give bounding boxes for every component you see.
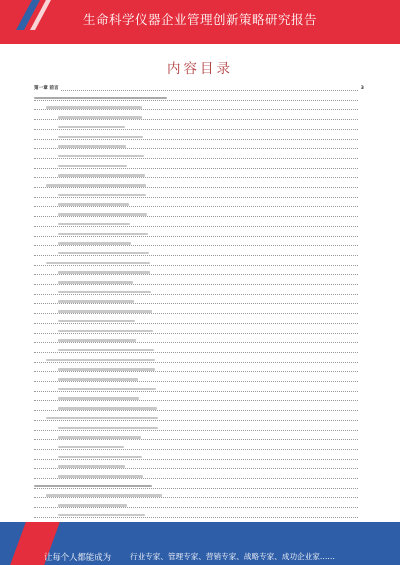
toc-entry-label-placeholder (58, 514, 145, 517)
toc-entry[interactable] (34, 200, 364, 209)
toc-leader (34, 245, 358, 246)
toc-heading: 内容目录 (167, 61, 233, 77)
toc-entry[interactable] (34, 365, 364, 374)
toc-entry-label-placeholder (58, 203, 129, 206)
toc-entry-label-placeholder (58, 504, 127, 507)
toc-entry-label-placeholder (58, 330, 153, 333)
toc-entry-label-placeholder (46, 262, 150, 265)
toc-entry-label-placeholder (58, 388, 156, 391)
toc-entry[interactable] (34, 142, 364, 151)
toc-entry[interactable] (34, 501, 364, 510)
toc-entry-label-placeholder (58, 126, 125, 129)
toc-leader (34, 197, 358, 198)
toc-leader (34, 488, 358, 489)
toc-leader (34, 265, 358, 266)
toc-entry-label-placeholder (58, 116, 142, 119)
toc-leader (34, 168, 358, 169)
toc-entry-label-placeholder (58, 174, 145, 177)
toc-entry[interactable] (34, 443, 364, 452)
toc-entry[interactable] (34, 239, 364, 248)
toc-leader (34, 226, 358, 227)
toc-leader (34, 187, 358, 188)
toc-entry[interactable] (34, 317, 364, 326)
toc-entry-label-placeholder (58, 310, 152, 313)
toc-leader (34, 439, 358, 440)
toc-leader (34, 381, 358, 382)
toc-leader (34, 139, 358, 140)
toc-leader (34, 274, 358, 275)
toc-entry[interactable] (34, 433, 364, 442)
toc-entry-label-placeholder (46, 417, 158, 420)
toc-entry-label-placeholder (58, 465, 125, 468)
toc-entry-label-placeholder (58, 436, 141, 439)
toc-leader (34, 119, 358, 120)
toc-leader (34, 342, 358, 343)
toc-leader (34, 313, 358, 314)
toc-leader (34, 100, 358, 101)
toc-entry-label-placeholder (58, 136, 143, 139)
footer-roles: 行业专家、管理专家、营销专家、战略专家、成功企业家…… (130, 552, 336, 561)
toc-entry[interactable] (34, 472, 364, 481)
toc-leader (34, 497, 358, 498)
toc-leader (34, 255, 358, 256)
toc-entry[interactable] (34, 113, 364, 122)
toc-leader (34, 352, 358, 353)
toc-leader (34, 430, 358, 431)
toc-entry-label-placeholder (58, 291, 151, 294)
toc-entry[interactable] (34, 385, 364, 394)
toc-entry-label-placeholder (34, 97, 167, 100)
toc-leader (34, 517, 358, 518)
toc-entry-label-placeholder (58, 223, 130, 226)
toc-entry[interactable] (34, 220, 364, 229)
toc-entry[interactable] (34, 123, 364, 132)
toc-entry-label-placeholder (34, 485, 152, 488)
toc-entry[interactable] (34, 171, 364, 180)
toc-leader (34, 323, 358, 324)
toc-entry[interactable] (34, 181, 364, 190)
toc-leader (34, 449, 358, 450)
toc-entry[interactable] (34, 259, 364, 268)
toc-entry[interactable] (34, 307, 364, 316)
footer-slogan: 让每个人都能成为 (44, 552, 111, 562)
toc-entry[interactable] (34, 346, 364, 355)
toc-leader (34, 148, 358, 149)
toc-entry[interactable] (34, 356, 364, 365)
toc-leader (34, 206, 358, 207)
toc-leader (34, 284, 358, 285)
toc-entry-label-placeholder (46, 359, 155, 362)
toc-leader (34, 333, 358, 334)
toc-entry[interactable] (34, 210, 364, 219)
toc-entry[interactable] (34, 453, 364, 462)
toc-entry[interactable] (34, 152, 364, 161)
toc-entry[interactable] (34, 297, 364, 306)
toc-leader (34, 362, 358, 363)
toc-entry[interactable] (34, 327, 364, 336)
toc-entry[interactable] (34, 511, 364, 520)
toc-entry[interactable] (34, 375, 364, 384)
toc-leader (34, 303, 358, 304)
toc-leader (34, 129, 358, 130)
toc-leader (34, 420, 358, 421)
toc-leader (34, 507, 358, 508)
toc-entry[interactable] (34, 84, 364, 93)
toc-entry[interactable] (34, 482, 364, 491)
toc-entry-label-placeholder (58, 427, 158, 430)
toc-entry[interactable] (34, 278, 364, 287)
toc-entry[interactable] (34, 491, 364, 500)
toc-entry-label-placeholder (58, 242, 131, 245)
report-title: 生命科学仪器企业管理创新策略研究报告 (82, 12, 317, 27)
toc-entry-label-placeholder (58, 281, 133, 284)
toc-entry-label-placeholder (58, 233, 148, 236)
toc-entry-label-placeholder (58, 397, 139, 400)
toc-entry[interactable] (34, 404, 364, 413)
toc-leader (34, 177, 358, 178)
toc-entry[interactable] (34, 191, 364, 200)
toc-entry-label: 第一章 前言 (34, 86, 59, 91)
toc-entry[interactable] (34, 394, 364, 403)
toc-entry[interactable] (34, 133, 364, 142)
toc-leader (34, 400, 358, 401)
toc-entry[interactable] (34, 162, 364, 171)
table-of-contents (34, 84, 364, 522)
toc-leader (34, 459, 358, 460)
toc-entry-label-placeholder (58, 145, 126, 148)
toc-entry[interactable] (34, 336, 364, 345)
toc-leader (34, 158, 358, 159)
toc-entry-label-placeholder (58, 378, 138, 381)
toc-entry-label-placeholder (58, 368, 155, 371)
toc-entry-label-placeholder (58, 339, 136, 342)
toc-entry[interactable] (34, 462, 364, 471)
toc-entry-label-placeholder (58, 194, 146, 197)
toc-entry[interactable] (34, 103, 364, 112)
toc-entry-label-placeholder (58, 300, 134, 303)
toc-entry-label-placeholder (46, 494, 162, 497)
toc-entry[interactable] (34, 414, 364, 423)
toc-entry-label-placeholder (58, 320, 135, 323)
toc-entry-label-placeholder (46, 184, 146, 187)
toc-entry[interactable] (34, 424, 364, 433)
toc-entry-label-placeholder (58, 165, 127, 168)
toc-entry[interactable] (34, 94, 364, 103)
toc-entry-label-placeholder (58, 271, 150, 274)
toc-entry-label-placeholder (58, 475, 143, 478)
toc-leader (34, 294, 358, 295)
toc-leader (34, 468, 358, 469)
toc-leader (34, 371, 358, 372)
toc-entry[interactable] (34, 230, 364, 239)
toc-entry-page: 3 (360, 86, 364, 91)
toc-leader (34, 391, 358, 392)
toc-leader (34, 109, 358, 110)
toc-leader (34, 90, 358, 91)
toc-entry[interactable] (34, 288, 364, 297)
toc-leader (34, 478, 358, 479)
toc-entry[interactable] (34, 249, 364, 258)
toc-leader (34, 236, 358, 237)
toc-entry-label-placeholder (58, 213, 147, 216)
toc-entry-label-placeholder (58, 407, 157, 410)
toc-entry-label-placeholder (46, 106, 142, 109)
toc-leader (34, 410, 358, 411)
toc-entry-label-placeholder (58, 456, 142, 459)
toc-leader (34, 216, 358, 217)
toc-entry[interactable] (34, 268, 364, 277)
